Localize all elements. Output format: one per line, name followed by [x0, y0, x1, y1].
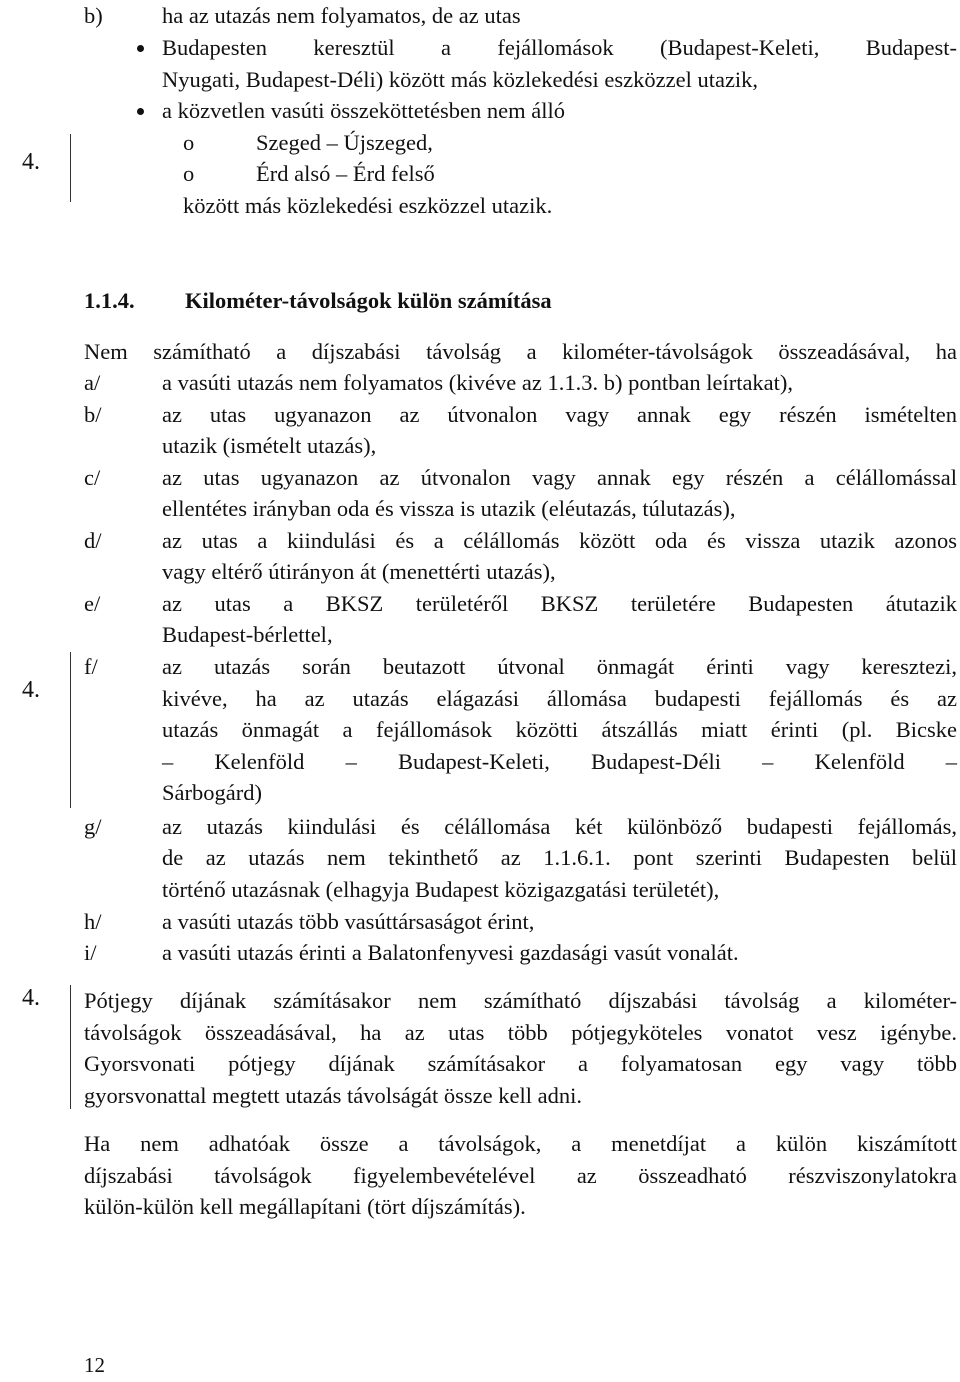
item-i-line-1: a vasúti utazás érinti a Balatonfenyvesi gazdasági vasút vonalát. [162, 940, 739, 965]
item-b-line-1: az utas ugyanazon az útvonalon vagy annak egy részén ismételten [162, 402, 957, 427]
item-e-line-1: az utas a BKSZ területéről BKSZ területére Budapesten átutazik [162, 591, 957, 616]
surcharge-paragraph-line: távolságok összeadásával, ha az utas több pótjegyköteles vonatot vesz igénybe. [84, 1019, 957, 1045]
item-g-label: g/ [84, 814, 102, 839]
item-g-line-3: történő utazásnak (elhagyja Budapest közigazgatási területét), [162, 877, 720, 902]
surcharge-paragraph [84, 985, 957, 1111]
item-h-label: h/ [84, 909, 102, 934]
split-fare-paragraph-line: Ha nem adhatóak össze a távolságok, a menetdíjat a külön kiszámított [84, 1131, 957, 1156]
sub-item-1: Szeged – Újszeged, [256, 130, 433, 155]
section-b-intro: ha az utazás nem folyamatos, de az utas [162, 3, 521, 28]
item-d-label: d/ [84, 528, 102, 553]
item-c-label: c/ [84, 465, 101, 490]
item-f-line-5: Sárbogárd) [162, 780, 262, 805]
split-fare-paragraph-line: díjszabási távolságok figyelembevételével az összeadható részviszonylatokra [84, 1162, 957, 1188]
surcharge-paragraph-line: Pótjegy díjának számításakor nem számítható díjszabási távolság a kilométer- [84, 988, 957, 1013]
item-e-label: e/ [84, 591, 101, 616]
item-i-label: i/ [84, 940, 97, 965]
item-d-line-1: az utas a kiindulási és a célállomás között oda és vissza utazik azonos [162, 528, 957, 553]
split-fare-paragraph [84, 1128, 957, 1223]
bullet-1-line-1: Budapesten keresztül a fejállomások (Budapest-Keleti, Budapest- [162, 35, 957, 60]
section-b-label: b) [84, 3, 103, 28]
item-f-line-1: az utazás során beutazott útvonal önmagát érinti vagy keresztezi, [162, 654, 957, 679]
sub-bullet-marker: o [183, 130, 195, 155]
split-fare-paragraph-line: külön-külön kell megállapítani (tört díjszámítás). [84, 1194, 526, 1219]
margin-marker-3: 4. [22, 985, 40, 1011]
intro-line: Nem számítható a díjszabási távolság a kilométer-távolságok összeadásával, ha [84, 339, 957, 364]
bullet-2: a közvetlen vasúti összeköttetésben nem álló [162, 98, 566, 123]
heading-title: Kilométer-távolságok külön számítása [185, 288, 552, 313]
surcharge-paragraph-line: Gyorsvonati pótjegy díjának számításakor a folyamatosan egy vagy több [84, 1051, 957, 1076]
revision-bar-2 [70, 652, 71, 808]
item-b-line-2: utazik (ismételt utazás), [162, 433, 377, 458]
heading-number: 1.1.4. [84, 288, 135, 313]
revision-bar-3 [70, 985, 71, 1109]
item-f-line-2: kivéve, ha az utazás elágazási állomása budapesti fejállomás és az [162, 686, 957, 711]
margin-marker-2: 4. [22, 677, 40, 703]
item-c-line-1: az utas ugyanazon az útvonalon vagy annak egy részén a célállomással [162, 465, 957, 490]
item-g-line-1: az utazás kiindulási és célállomása két különböző budapesti fejállomás, [162, 814, 957, 839]
item-a-label: a/ [84, 370, 101, 395]
item-c-line-2: ellentétes irányban oda és vissza is utazik (eléutazás, túlutazás), [162, 496, 736, 521]
sub-bullet-marker: o [183, 161, 195, 186]
item-f-line-4: – Kelenföld – Budapest-Keleti, Budapest-Déli – Kelenföld – [162, 749, 957, 774]
item-b-label: b/ [84, 402, 102, 427]
item-d-line-2: vagy eltérő útirányon át (menettérti utazás), [162, 559, 556, 584]
item-g-line-2: de az utazás nem tekinthető az 1.1.6.1. pont szerinti Budapesten belül [162, 845, 957, 870]
revision-bar-1 [70, 134, 71, 202]
surcharge-paragraph-line: gyorsvonattal megtett utazás távolságát össze kell adni. [84, 1082, 582, 1108]
item-e-line-2: Budapest-bérlettel, [162, 622, 333, 647]
item-h-line-1: a vasúti utazás több vasúttársaságot érint, [162, 909, 535, 934]
bullet-icon [137, 108, 144, 115]
sub-item-2: Érd alsó – Érd felső [256, 161, 435, 186]
bullet-icon [137, 45, 144, 52]
section-b-closing: között más közlekedési eszközzel utazik. [183, 193, 553, 218]
bullet-1-line-2: Nyugati, Budapest-Déli) között más közlekedési eszközzel utazik, [162, 67, 759, 92]
margin-marker-1: 4. [22, 149, 40, 175]
page-number: 12 [84, 1353, 105, 1377]
item-a-line-1: a vasúti utazás nem folyamatos (kivéve az 1.1.3. b) pontban leírtakat), [162, 370, 794, 395]
item-f-line-3: utazás önmagát a fejállomások közötti átszállás miatt érinti (pl. Bicske [162, 717, 957, 742]
item-f-label: f/ [84, 654, 98, 679]
